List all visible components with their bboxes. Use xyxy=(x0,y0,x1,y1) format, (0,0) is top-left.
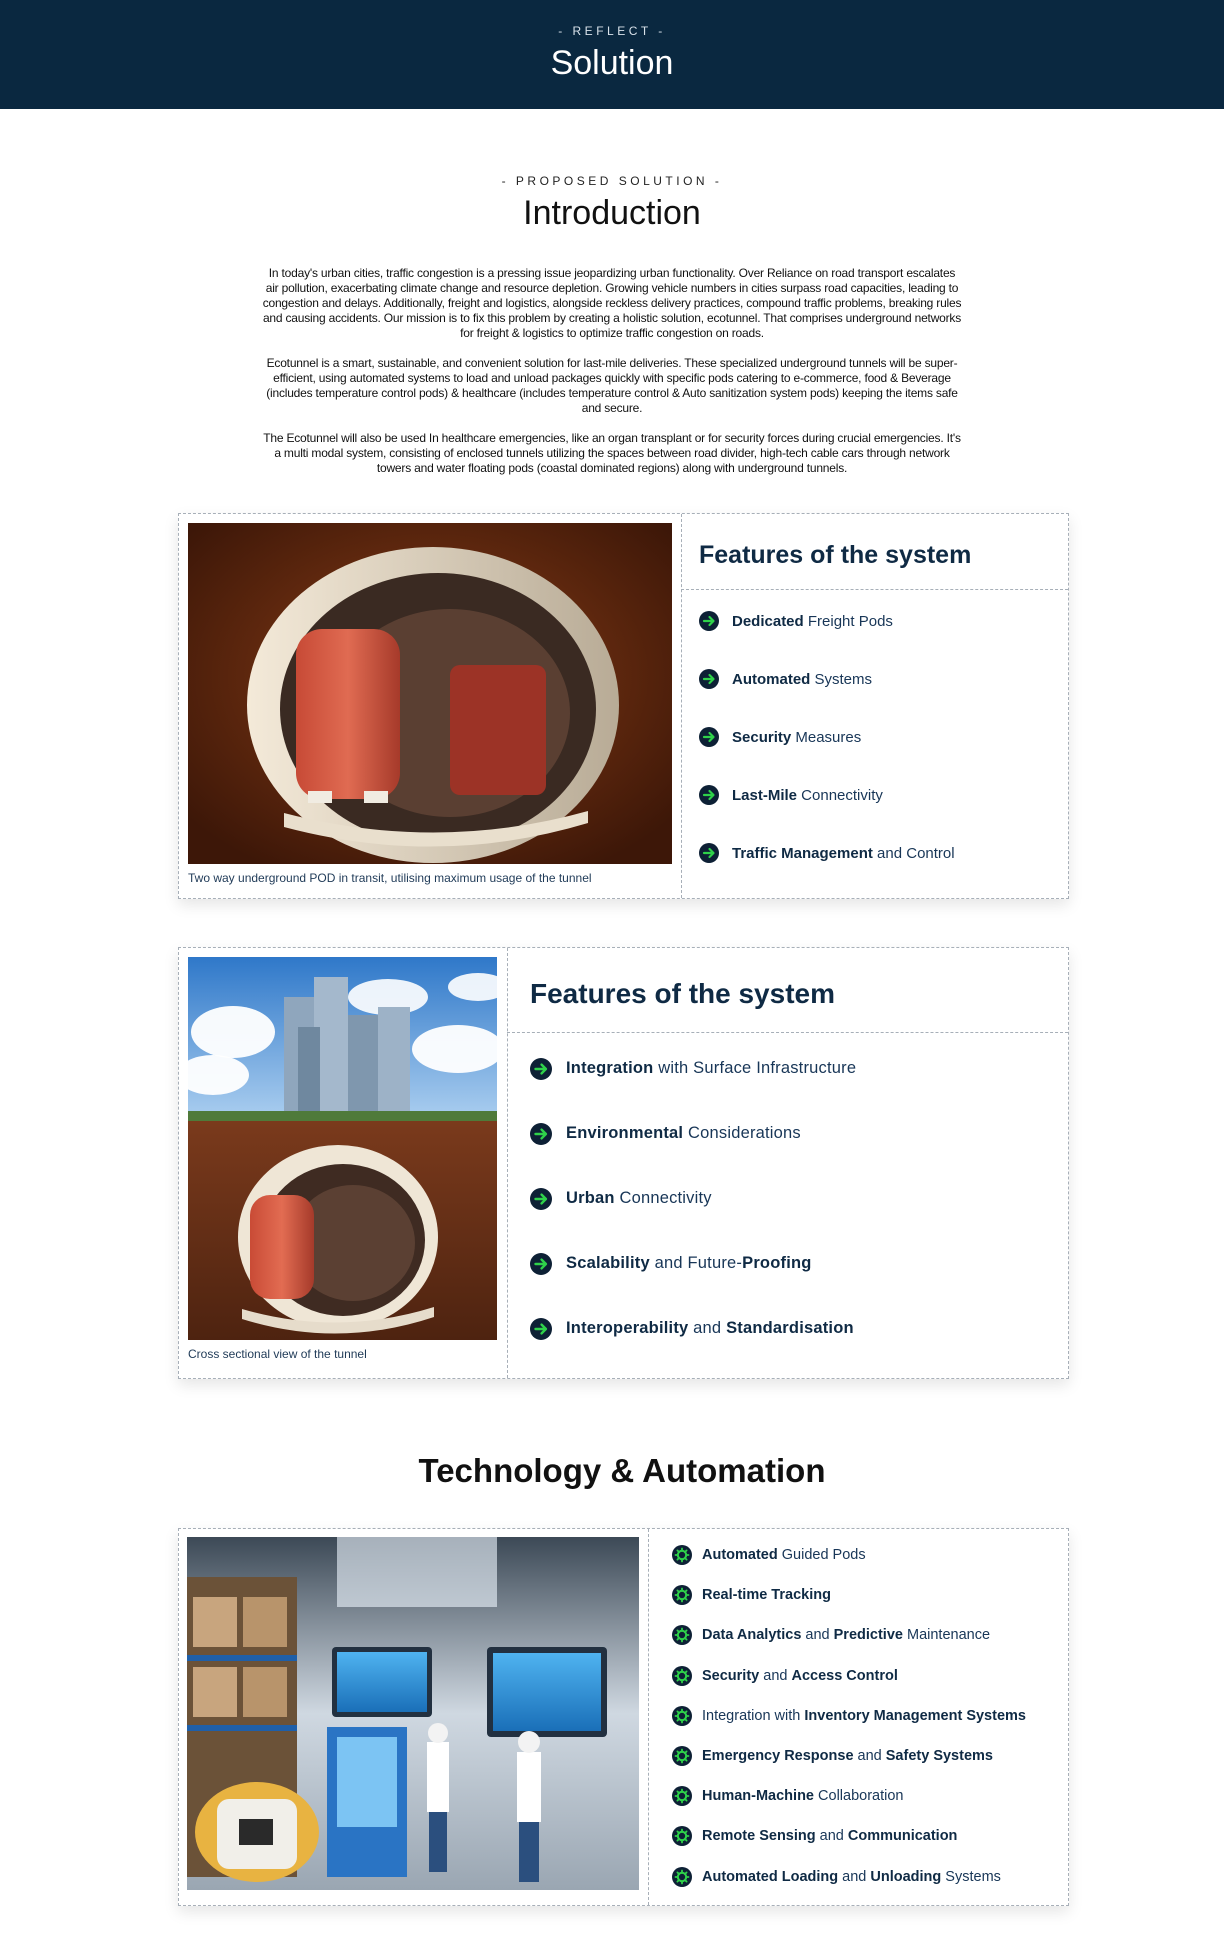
gear-circle-icon xyxy=(672,1666,692,1686)
feature-bold: Dedicated xyxy=(732,612,804,630)
tech-bold: Automated xyxy=(702,1547,778,1564)
hero-banner xyxy=(0,0,1224,109)
feature-bold: Last-Mile xyxy=(732,786,798,804)
tech-bold: Inventory Management Systems xyxy=(804,1707,1026,1724)
tunnel-cross-section-image xyxy=(188,957,497,1340)
gear-circle-icon xyxy=(672,1545,692,1565)
tech-card xyxy=(178,1528,1069,1906)
feature-item xyxy=(530,1296,856,1361)
feature-item xyxy=(530,1036,856,1101)
tech-item xyxy=(672,1615,1026,1655)
divider xyxy=(648,1529,649,1905)
image-caption: Two way underground POD in transit, utilising maximum usage of the tunnel xyxy=(188,871,592,885)
feature-item xyxy=(699,708,955,766)
tech-item xyxy=(672,1696,1026,1736)
tech-text: Integration with xyxy=(702,1707,805,1724)
tech-bold: Predictive xyxy=(833,1627,903,1644)
gear-circle-icon xyxy=(672,1625,692,1645)
intro-eyebrow: - PROPOSED SOLUTION - xyxy=(501,174,723,188)
feature-text: Connectivity xyxy=(797,786,883,804)
gear-circle-icon xyxy=(672,1746,692,1766)
feature-item xyxy=(699,766,955,824)
arrow-right-circle-icon xyxy=(699,727,719,747)
feature-bold: Environmental xyxy=(566,1124,684,1142)
intro-title: Introduction xyxy=(523,194,701,232)
feature-item xyxy=(530,1231,856,1296)
arrow-right-circle-icon xyxy=(699,785,719,805)
tech-text: and xyxy=(853,1748,886,1765)
gear-circle-icon xyxy=(672,1706,692,1726)
image-caption: Cross sectional view of the tunnel xyxy=(188,1347,367,1361)
tech-bold: Human-Machine xyxy=(702,1788,814,1805)
gear-circle-icon xyxy=(672,1826,692,1846)
feature-bold: Automated xyxy=(732,670,811,688)
tech-bold: Security xyxy=(702,1667,760,1684)
tech-text: and xyxy=(759,1667,792,1684)
tech-item xyxy=(672,1575,1026,1615)
feature-text: and xyxy=(688,1319,727,1337)
arrow-right-circle-icon xyxy=(699,669,719,689)
intro-paragraph: Ecotunnel is a smart, sustainable, and convenient solution for last-mile deliveries. These specialized underground tunnels will be super-efficient, using automated systems to load and unload packages quickly with specific pods catering to e-commerce, food & Beverage (includes temperature control pods) & healthcare (includes temperature control & Auto sanitization system pods) keeping the items safe and secure. xyxy=(266,356,958,415)
tech-item xyxy=(672,1816,1026,1856)
feature-bold: Proofing xyxy=(742,1254,812,1272)
feature-bold: Urban xyxy=(566,1189,615,1207)
hero-eyebrow: - REFLECT - xyxy=(558,24,666,38)
features-card-1 xyxy=(178,513,1069,899)
arrow-right-circle-icon xyxy=(530,1253,552,1275)
features-title: Features of the system xyxy=(699,541,972,569)
intro-paragraph: The Ecotunnel will also be used In healthcare emergencies, like an organ transplant or for security forces during crucial emergencies. It's a multi modal system, consisting of enclosed tunnels utilizing the spaces between road divider, high-tech cable cars through network towers and water floating pods (coastal dominated regions) along with underground tunnels. xyxy=(263,431,961,475)
features-list xyxy=(699,592,955,882)
gear-circle-icon xyxy=(672,1585,692,1605)
divider xyxy=(507,1032,1068,1033)
tech-section-title: Technology & Automation xyxy=(418,1452,826,1489)
divider xyxy=(681,514,682,898)
tech-text: Maintenance xyxy=(902,1627,991,1644)
feature-item xyxy=(530,1101,856,1166)
tech-bold: Data Analytics xyxy=(702,1627,802,1644)
feature-bold: Scalability xyxy=(566,1254,650,1272)
features-title: Features of the system xyxy=(530,978,835,1009)
arrow-right-circle-icon xyxy=(530,1318,552,1340)
arrow-right-circle-icon xyxy=(530,1188,552,1210)
feature-item xyxy=(699,824,955,882)
feature-bold: Standardisation xyxy=(726,1319,854,1337)
feature-bold: Integration xyxy=(566,1059,654,1077)
tech-item xyxy=(672,1736,1026,1776)
feature-text: Connectivity xyxy=(614,1189,712,1207)
tech-bold: Emergency Response xyxy=(702,1748,854,1765)
feature-text: Systems xyxy=(810,670,873,688)
hero-title: Solution xyxy=(550,44,674,82)
features-list xyxy=(530,1036,856,1361)
tunnel-pod-image xyxy=(188,523,672,864)
gear-circle-icon xyxy=(672,1786,692,1806)
features-card-2 xyxy=(178,947,1069,1379)
tech-text: and xyxy=(838,1868,871,1885)
arrow-right-circle-icon xyxy=(699,843,719,863)
feature-text: with Surface Infrastructure xyxy=(653,1059,857,1077)
feature-text: and Control xyxy=(872,844,955,862)
tech-text: Collaboration xyxy=(814,1788,904,1805)
feature-text: Considerations xyxy=(683,1124,801,1142)
divider xyxy=(681,589,1068,590)
gear-circle-icon xyxy=(672,1867,692,1887)
feature-item xyxy=(699,650,955,708)
tech-item xyxy=(672,1857,1026,1897)
feature-bold: Interoperability xyxy=(566,1319,689,1337)
feature-bold: Security xyxy=(732,728,792,746)
feature-text: and Future- xyxy=(649,1254,743,1272)
tech-text: and xyxy=(801,1627,834,1644)
tech-text: Guided Pods xyxy=(777,1547,866,1564)
divider xyxy=(507,948,508,1378)
tech-list xyxy=(672,1535,1026,1897)
tech-item xyxy=(672,1776,1026,1816)
tech-bold: Safety Systems xyxy=(885,1748,993,1765)
tech-bold: Real-time Tracking xyxy=(702,1587,831,1604)
arrow-right-circle-icon xyxy=(530,1123,552,1145)
tech-item xyxy=(672,1656,1026,1696)
feature-text: Freight Pods xyxy=(803,612,893,630)
warehouse-automation-image xyxy=(187,1537,639,1890)
feature-item xyxy=(530,1166,856,1231)
tech-bold: Unloading xyxy=(870,1868,942,1885)
arrow-right-circle-icon xyxy=(530,1058,552,1080)
tech-bold: Automated Loading xyxy=(702,1868,839,1885)
tech-bold: Communication xyxy=(847,1828,958,1845)
tech-bold: Access Control xyxy=(791,1667,898,1684)
intro-paragraph: In today's urban cities, traffic congestion is a pressing issue jeopardizing urban functionality. Over Reliance on road transport escalates air pollution, exacerbating climate change and resource depletion. Growing vehicle numbers in cities surpass road capacities, leading to congestion and delays. Additionally, freight and logistics, alongside reckless delivery practices, compound traffic problems, breaking rules and causing accidents. Our mission is to fix this problem by creating a holistic solution, ecotunnel. That comprises underground networks for freight & logistics to optimize traffic congestion on roads. xyxy=(262,266,962,340)
tech-text: and xyxy=(815,1828,848,1845)
feature-item xyxy=(699,592,955,650)
feature-text: Measures xyxy=(791,728,862,746)
feature-bold: Traffic Management xyxy=(732,844,873,862)
tech-bold: Remote Sensing xyxy=(702,1828,816,1845)
intro-body xyxy=(262,266,962,491)
arrow-right-circle-icon xyxy=(699,611,719,631)
tech-item xyxy=(672,1535,1026,1575)
tech-text: Systems xyxy=(941,1868,1001,1885)
